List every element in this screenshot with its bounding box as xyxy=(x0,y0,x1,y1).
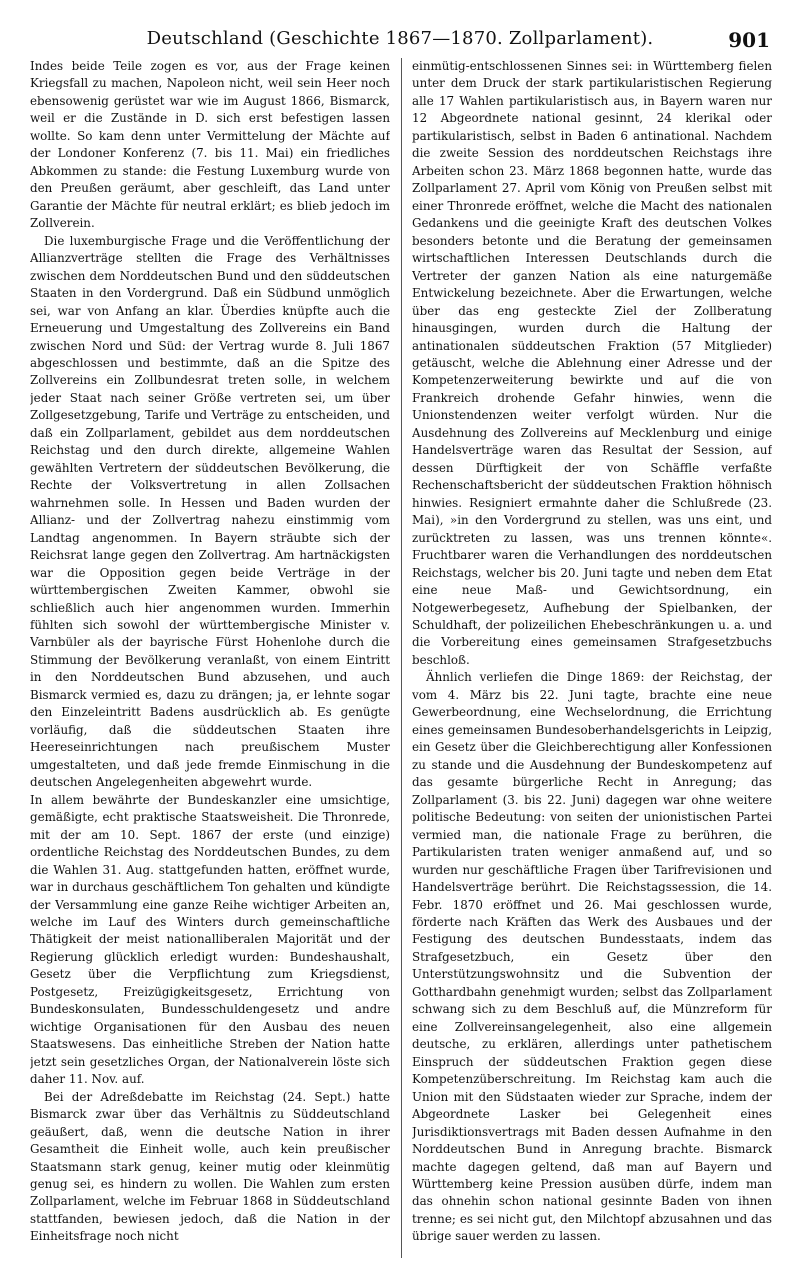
left-column xyxy=(30,58,390,1258)
paragraph: Die luxemburgische Frage und die Veröffentlichung der Allianzverträge stellten die Frage des Verhältnisses zwischen dem Norddeutschen Bund und den süddeutschen Staaten in den Vordergrund. Daß ein Südbund unmöglich sei, war von Anfang an klar. Überdies knüpfte auch die Erneuerung und Umgestaltung des Zollvereins ein Band zwischen Nord und Süd: der Vertrag wurde 8. Juli 1867 abgeschlossen und bestimmte, daß an die Spitze des Zollvereins ein Zollbundesrat treten solle, in welchem jeder Staat nach seiner Größe vertreten sei, um über Zollgesetzgebung, Tarife und Verträge zu entscheiden, und daß ein Zollparlament, gebildet aus dem norddeutschen Reichstag und den durch direkte, allgemeine Wahlen gewählten Vertretern der süddeutschen Bevölkerung, die Rechte der Volksvertretung in allen Zollsachen wahrnehmen solle. In Hessen und Baden wurden der Allianz- und der Zollvertrag nahezu einstimmig vom Landtag angenommen. In Bayern sträubte sich der Reichsrat lange gegen den Zollvertrag. Am hartnäckigsten war die Opposition gegen beide Verträge in der württembergischen Zweiten Kammer, obwohl sie schließlich auch hier angenommen wurden. Immerhin fühlten sich sowohl der württembergische Minister v. Varnbüler als der bayrische Fürst Hohenlohe durch die Stimmung der Bevölkerung veranlaßt, von einem Eintritt in den Norddeutschen Bund abzusehen, und auch Bismarck vermied es, dazu zu drängen; ja, er lehnte sogar den Einzeleintritt Badens ausdrücklich ab. Es genügte vorläufig, daß die süddeutschen Staaten ihre Heereseinrichtungen nach preußischem Muster umgestalteten, und daß jede fremde Einmischung in die deutschen Angelegenheiten abgewehrt wurde. xyxy=(30,233,390,790)
column-divider xyxy=(401,58,402,1258)
page-header xyxy=(30,10,770,50)
paragraph: In allem bewährte der Bundeskanzler eine umsichtige, gemäßigte, echt praktische Staatsweisheit. Die Thronrede, mit der am 10. Sept. 1867 der erste (und einzige) ordentliche Reichstag des Norddeutschen Bundes, zu dem die Wahlen 31. Aug. stattgefunden hatten, eröffnet wurde, war in durchaus geschäftlichem Ton gehalten und kündigte der Versammlung eine ganze Reihe wichtiger Arbeiten an, welche im Lauf des Winters durch gemeinschaftliche Thätigkeit der meist nationalliberalen Majorität und der Regierung glücklich erledigt wurden: Bundeshaushalt, Gesetz über die Verpflichtung zum Kriegsdienst, Postgesetz, Freizügigkeitsgesetz, Errichtung von Bundeskonsulaten, Bundesschuldengesetz und andre wichtige Organisationen für den Ausbau des neuen Staatswesens. Das einheitliche Streben der Nation hatte jetzt sein gesetzliches Organ, der Nationalverein löste sich daher 11. Nov. auf. xyxy=(30,792,390,1087)
paragraph: Bei der Adreßdebatte im Reichstag (24. Sept.) hatte Bismarck zwar über das Verhältnis zu Süddeutschland geäußert, daß, wenn die deutsche Nation in ihrer Gesamtheit die Einheit wolle, auch kein preußischer Staatsmann stark genug, keiner mutig oder kleinmütig genug sei, es hindern zu wollen. Die Wahlen zum ersten Zollparlament, welche im Februar 1868 in Süddeutschland stattfanden, bewiesen jedoch, daß die Nation in der Einheitsfrage noch nicht xyxy=(30,1089,390,1244)
page-number: 901 xyxy=(728,28,770,52)
paragraph: einmütig-entschlossenen Sinnes sei: in Württemberg fielen unter dem Druck der stark partikularistischen Regierung alle 17 Wahlen partikularistisch aus, in Bayern waren nur 12 Abgeordnete national gesinnt, 24 klerikal oder partikularistisch, selbst in Baden 6 antinational. Nachdem die zweite Session des norddeutschen Reichstags ihre Arbeiten schon 23. März 1868 begonnen hatte, wurde das Zollparlament 27. April vom König von Preußen selbst mit einer Thronrede eröffnet, welche die Macht des nationalen Gedankens und die geeinigte Kraft des deutschen Volkes besonders betonte und die Beratung der gemeinsamen wirtschaftlichen Interessen Deutschlands durch die Vertreter der ganzen Nation als eine naturgemäße Entwickelung bezeichnete. Aber die Erwartungen, welche über das eng gesteckte Ziel der Zollberatung hinausgingen, wurden durch die Haltung der antinationalen süddeutschen Fraktion (57 Mitglieder) getäuscht, welche die Ablehnung einer Adresse und der Kompetenzerweiterung bewirkte und auf die von Frankreich drohende Gefahr hinwies, wenn die Unionstendenzen weiter verfolgt würden. Nur die Ausdehnung des Zollvereins auf Mecklenburg und einige Handelsverträge waren das Resultat der Session, auf dessen Dürftigkeit der von Schäffle verfaßte Rechenschaftsbericht der süddeutschen Fraktion höhnisch hinwies. Resigniert ermahnte daher die Schlußrede (23. Mai), »in den Vordergrund zu stellen, was uns eint, und zurücktreten zu lassen, was uns trennen könnte«. Fruchtbarer waren die Verhandlungen des norddeutschen Reichstags, welcher bis 20. Juni tagte und neben dem Etat eine neue Maß- und Gewichtsordnung, ein Notgewerbegesetz, Aufhebung der Spielbanken, der Schuldhaft, der polizeilichen Ehebeschränkungen u. a. und die Vorbereitung eines gemeinsamen Strafgesetzbuchs beschloß. xyxy=(412,59,772,667)
paragraph: Indes beide Teile zogen es vor, aus der Frage keinen Kriegsfall zu machen, Napoleon nicht, weil sein Heer noch ebensowenig gerüstet war wie im August 1866, Bismarck, weil er die Zustände in D. sich erst befestigen lassen wollte. So kam denn unter Vermittelung der Mächte auf der Londoner Konferenz (7. bis 11. Mai) ein friedliches Abkommen zu stande: die Festung Luxemburg wurde von den Preußen geräumt, aber geschleift, das Land unter Garantie der Mächte für neutral erklärt; es blieb jedoch im Zollverein. xyxy=(30,59,390,231)
right-column xyxy=(412,58,772,1258)
running-head: Deutschland (Geschichte 1867—1870. Zollparlament). xyxy=(146,28,654,49)
paragraph: Ähnlich verliefen die Dinge 1869: der Reichstag, der vom 4. März bis 22. Juni tagte, brachte eine neue Gewerbeordnung, eine Wechselordnung, die Errichtung eines gemeinsamen Bundesoberhandelsgerichts in Leipzig, ein Gesetz über die Gleichberechtigung aller Konfessionen zu stande und die Ausdehnung der Bundeskompetenz auf das gesamte bürgerliche Recht in Anregung; das Zollparlament (3. bis 22. Juni) dagegen war ohne weitere politische Bedeutung: von seiten der unionistischen Partei vermied man, die nationale Frage zu berühren, die Partikularisten traten weniger anmaßend auf, und so wurden nur geschäftliche Fragen über Tarifrevisionen und Handelsverträge berührt. Die Reichstagssession, die 14. Febr. 1870 eröffnet und 26. Mai geschlossen wurde, förderte nach Kräften das Werk des Ausbaues und der Festigung des deutschen Bundesstaats, indem das Strafgesetzbuch, ein Gesetz über den Unterstützungswohnsitz und die Subvention der Gotthardbahn genehmigt wurden; selbst das Zollparlament schwang sich zu dem Beschluß auf, die Münzreform für eine Zollvereinsangelegenheit, also eine allgemein deutsche, zu erklären, allerdings unter pathetischem Einspruch der süddeutschen Fraktion gegen diese Kompetenzüberschreitung. Im Reichstag kam auch die Union mit den Südstaaten wieder zur Sprache, indem der Abgeordnete Lasker bei Gelegenheit eines Jurisdiktionsvertrags mit Baden dessen Aufnahme in den Norddeutschen Bund in Anregung brachte. Bismarck machte dagegen geltend, daß man auf Bayern und Württemberg keine Pression ausüben dürfe, indem man das ohnehin schon national gesinnte Baden von ihnen trenne; es sei nicht gut, den Milchtopf abzusahnen und das übrige sauer werden zu lassen. xyxy=(412,670,772,1244)
text-columns xyxy=(30,58,772,1258)
